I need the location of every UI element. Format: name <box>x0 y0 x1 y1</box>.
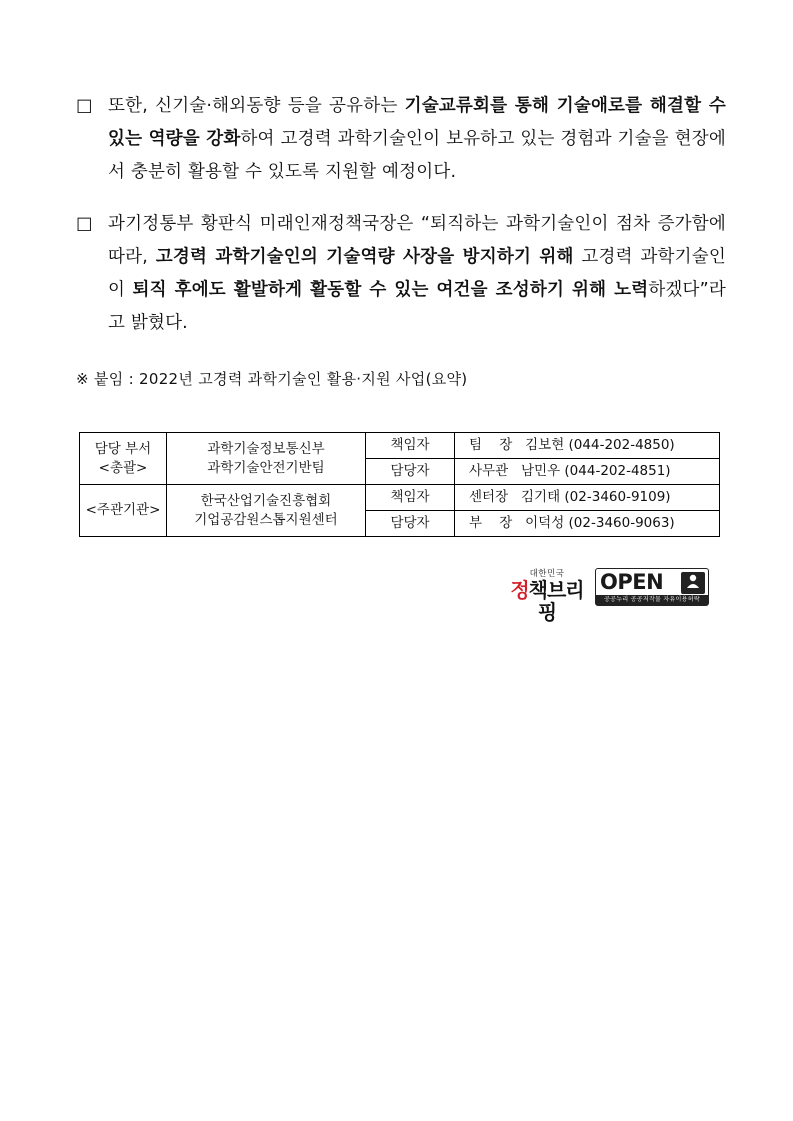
paragraph-tech-exchange <box>76 90 726 189</box>
attribution-person-icon <box>681 572 705 594</box>
paragraph-director-quote <box>76 208 726 340</box>
person-cell: 센터장 김기태 (02-3460-9109) <box>455 485 720 511</box>
org-cell <box>167 433 366 485</box>
person-cell: 부 장 이덕성 (02-3460-9063) <box>455 511 720 537</box>
logo-big-text <box>505 579 589 623</box>
open-footer-text: 공공누리 공공저작물 자유이용허락 <box>596 595 708 605</box>
paragraph-body <box>76 208 726 340</box>
checkbox-bullet: □ <box>76 96 93 116</box>
paragraph-text: 하겠다”라고 밝혔다. <box>108 280 726 333</box>
logo-rest-text: 책브리핑 <box>528 578 584 624</box>
paragraph-body <box>76 90 726 189</box>
open-word: OPEN <box>600 570 664 594</box>
person-cell: 사무관 남민우 (044-202-4851) <box>455 459 720 485</box>
paragraph-text: 하여 고경력 과학기술인이 보유하고 있는 경험과 기술을 현장에서 충분히 활용할 수 있도록 지원할 예정이다. <box>108 129 726 182</box>
checkbox-bullet: □ <box>76 214 93 234</box>
org-label: 한국산업기술진흥협회 기업공감원스톱지원센터 <box>194 492 338 528</box>
paragraph-bold: 기술교류회를 통해 기술애로를 해결할 수 있는 역량을 강화 <box>108 96 726 149</box>
org-cell <box>167 485 366 537</box>
kogl-open-license-logo <box>595 568 709 606</box>
role-cell: 책임자 <box>366 433 455 459</box>
logo-area <box>505 567 710 624</box>
role-cell: 담당자 <box>366 511 455 537</box>
table-row <box>80 433 720 459</box>
logo-red-letter: 정 <box>510 578 529 602</box>
dept-group-cell <box>80 485 167 537</box>
paragraph-bold: 퇴직 후에도 활발하게 활동할 수 있는 여건을 조성하기 위해 노력 <box>132 280 649 300</box>
policy-briefing-logo <box>505 567 589 624</box>
dept-group-label: 담당 부서 <총괄> <box>94 440 152 476</box>
org-label: 과학기술정보통신부 과학기술안전기반팀 <box>207 440 325 476</box>
attachment-note: ※ 붙임 : 2022년 고경력 과학기술인 활용·지원 사업(요약) <box>76 370 468 388</box>
role-cell: 책임자 <box>366 485 455 511</box>
role-cell: 담당자 <box>366 459 455 485</box>
paragraph-text: 또한, 신기술·해외동향 등을 공유하는 <box>108 96 405 116</box>
logo-small-text: 대한민국 <box>529 569 565 579</box>
contacts-table <box>79 432 720 537</box>
dept-group-label: <주관기관> <box>85 502 161 518</box>
person-cell: 팀 장 김보현 (044-202-4850) <box>455 433 720 459</box>
paragraph-text: 고경력 과학기술인이 <box>108 247 726 300</box>
table-row <box>80 485 720 511</box>
dept-group-cell <box>80 433 167 485</box>
paragraph-text: 과기정통부 황판식 미래인재정책국장은 “퇴직하는 과학기술인이 점차 증가함에 따라, <box>108 214 726 267</box>
paragraph-bold: 고경력 과학기술인의 기술역량 사장을 방지하기 위해 <box>155 247 574 267</box>
